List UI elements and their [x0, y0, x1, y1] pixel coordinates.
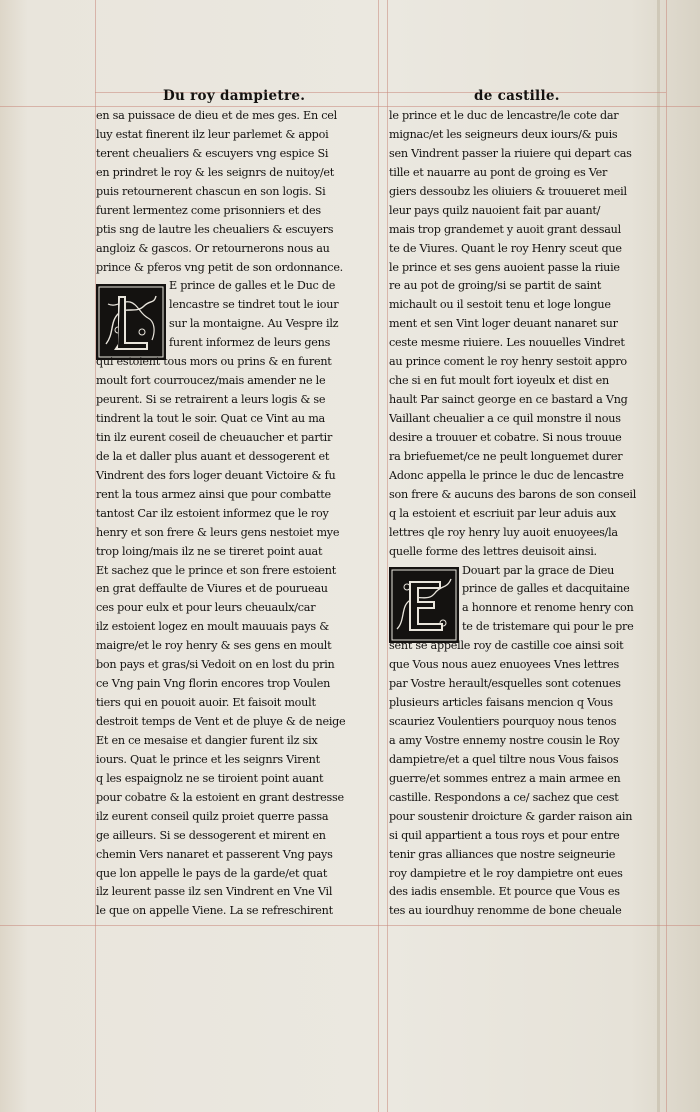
- text-line: le prince et le duc de lencastre/le cote dar: [389, 109, 619, 122]
- text-line: henry et son frere & leurs gens nestoiet mye: [96, 525, 340, 539]
- text-line: dampietre/et a quel tiltre nous Vous faisos: [389, 752, 619, 766]
- text-line: scauriez Voulentiers pourquoy nous tenos: [389, 715, 617, 728]
- text-line: re au pot de groing/si se partit de saint: [389, 279, 602, 293]
- text-line: Douart par la grace de Dieu: [462, 563, 615, 577]
- text-line: tille et nauarre au pont de groing es Ver: [389, 165, 608, 179]
- text-line: mais trop grandemet y auoit grant dessaul: [389, 222, 621, 236]
- text-column-right: [389, 107, 669, 921]
- text-line: trop loing/mais ilz ne se tireret point auat: [96, 544, 323, 558]
- text-line: sur la montaigne. Au Vespre ilz: [169, 317, 339, 331]
- text-line: ce Vng pain Vng florin encores trop Voulen: [96, 677, 331, 691]
- text-line: quelle forme des lettres deuisoit ainsi.: [389, 544, 597, 558]
- text-line: ment et sen Vint loger deuant nanaret sur: [389, 317, 618, 331]
- ruling-line: [0, 925, 700, 926]
- text-line: q la estoient et escriuit par leur aduis aux: [389, 506, 616, 520]
- text-line: que lon appelle le pays de la garde/et quat: [96, 866, 328, 880]
- text-line: Vaillant cheualier a ce quil monstre il nous: [389, 412, 621, 425]
- text-line: ptis sng de lautre les cheualiers & escuyers: [96, 222, 334, 236]
- text-line: qui estoient tous mors ou prins & en furent: [96, 355, 332, 369]
- text-line: ilz eurent conseil quilz proiet querre passa: [96, 809, 329, 823]
- text-line: que Vous nous auez enuoyees Vnes lettres: [389, 658, 619, 672]
- text-line: tantost Car ilz estoient informez que le roy: [96, 506, 329, 520]
- text-line: sent se appelle roy de castille coe ainsi soit: [389, 639, 624, 653]
- text-line: tes au iourdhuy renomme de bone cheuale: [389, 904, 622, 918]
- text-line: iours. Quat le prince et les seignrs Virent: [96, 752, 320, 766]
- text-line: tenir gras alliances que nostre seigneurie: [389, 847, 616, 861]
- text-line: ilz estoient logez en moult mauuais pays &: [96, 620, 329, 634]
- text-line: au prince coment le roy henry sestoit appro: [389, 355, 627, 369]
- text-line: castille. Respondons a ce/ sachez que cest: [389, 790, 619, 804]
- text-line: guerre/et sommes entrez a main armee en: [389, 771, 621, 785]
- text-line: si quil appartient a tous roys et pour entre: [389, 828, 620, 842]
- text-line: prince de galles et dacquitaine: [462, 582, 630, 596]
- text-line: te de tristemare qui pour le pre: [462, 620, 634, 634]
- text-line: a honnore et renome henry con: [462, 601, 634, 615]
- text-line: par Vostre herault/esquelles sont cotenues: [389, 677, 621, 691]
- text-line: Vindrent des fors loger deuant Victoire & fu: [96, 468, 336, 482]
- text-line: roy dampietre et le roy dampietre ont eues: [389, 866, 623, 880]
- text-line: te de Viures. Quant le roy Henry sceut que: [389, 241, 622, 255]
- text-line: lencastre se tindret tout le iour: [169, 298, 339, 312]
- text-line: son frere & aucuns des barons de son conseil: [389, 487, 637, 501]
- running-head-right: de castille.: [474, 88, 560, 104]
- running-head-left: Du roy dampietre.: [163, 88, 306, 104]
- text-line: terent cheualiers & escuyers vng espice Si: [96, 146, 329, 160]
- text-line: E prince de galles et le Duc de: [169, 279, 336, 293]
- text-line: furent informez de leurs gens: [169, 336, 331, 350]
- text-line: en prindret le roy & les seignrs de nuitoy/et: [96, 165, 335, 179]
- text-line: Et en ce mesaise et dangier furent ilz six: [96, 733, 318, 747]
- text-line: lettres qle roy henry luy auoit enuoyees/la: [389, 525, 618, 539]
- text-line: en grat deffaulte de Viures et de pourueau: [96, 582, 328, 596]
- text-line: chemin Vers nanaret et passerent Vng pays: [96, 847, 333, 861]
- text-line: tiers qui en pouoit auoir. Et faisoit moult: [96, 696, 316, 710]
- text-line: ceste mesme riuiere. Les nouuelles Vindret: [389, 336, 625, 350]
- text-line: rent la tous armez ainsi que pour combatte: [96, 487, 331, 501]
- text-line: tin ilz eurent coseil de cheuaucher et partir: [96, 430, 333, 444]
- text-line: peurent. Si se retrairent a leurs logis & se: [96, 393, 326, 407]
- text-line: prince & pferos vng petit de son ordonnance.: [96, 260, 343, 274]
- text-line: en sa puissace de dieu et de mes ges. En cel: [96, 109, 337, 122]
- text-line: destroit temps de Vent et de pluye & de neige: [96, 715, 346, 728]
- text-line: pour cobatre & la estoient en grant destresse: [96, 790, 344, 804]
- text-column-left: [96, 107, 376, 921]
- text-line: tindrent la tout le soir. Quat ce Vint au ma: [96, 412, 325, 425]
- text-line: furent lermentez come prisonniers et des: [96, 203, 321, 217]
- text-line: hault Par sainct george en ce bastard a Vng: [389, 393, 628, 407]
- text-line: ces pour eulx et pour leurs cheuaulx/car: [96, 601, 316, 615]
- text-line: giers dessoubz les oliuiers & trouueret meil: [389, 184, 627, 198]
- text-line: angloiz & gascos. Or retournerons nous au: [96, 241, 330, 255]
- text-line: moult fort courroucez/mais amender ne le: [96, 374, 326, 388]
- text-line: le prince et ses gens auoient passe la riuie: [389, 260, 620, 274]
- text-line: luy estat finerent ilz leur parlemet & appoi: [96, 127, 329, 141]
- text-line: sen Vindrent passer la riuiere qui depart cas: [389, 146, 632, 160]
- text-line: che si en fut moult fort ioyeulx et dist en: [389, 374, 609, 388]
- text-line: Adonc appella le prince le duc de lencastre: [389, 468, 624, 482]
- text-line: michault ou il sestoit tenu et loge longue: [389, 298, 611, 312]
- text-line: leur pays quilz nauoient fait par auant/: [389, 203, 601, 217]
- text-line: maigre/et le roy henry & ses gens en moult: [96, 639, 332, 653]
- ruling-line: [378, 0, 379, 1112]
- text-line: plusieurs articles faisans mencion q Vous: [389, 696, 613, 710]
- text-line: pour soustenir droicture & garder raison ain: [389, 809, 633, 823]
- text-line: Et sachez que le prince et son frere estoient: [96, 563, 336, 577]
- text-line: puis retournerent chascun en son logis. Si: [96, 184, 326, 198]
- text-line: desire a trouuer et cobatre. Si nous trouue: [389, 430, 622, 444]
- text-line: bon pays et gras/si Vedoit on en lost du prin: [96, 658, 335, 672]
- text-line: ilz leurent passe ilz sen Vindrent en Vne Vil: [96, 885, 333, 899]
- text-line: mignac/et les seigneurs deux iours/& puis: [389, 127, 618, 141]
- text-line: a amy Vostre ennemy nostre cousin le Roy: [389, 733, 620, 747]
- text-line: le que on appelle Viene. La se refreschirent: [96, 904, 333, 918]
- text-line: de la et daller plus auant et dessogerent et: [96, 449, 330, 463]
- text-line: ge ailleurs. Si se dessogerent et mirent en: [96, 828, 326, 842]
- text-line: des iadis ensemble. Et pource que Vous es: [389, 885, 620, 899]
- ruling-line: [387, 0, 388, 1112]
- text-line: ra briefuemet/ce ne peult longuemet durer: [389, 449, 623, 463]
- text-line: q les espaignolz ne se tiroient point auant: [96, 771, 324, 785]
